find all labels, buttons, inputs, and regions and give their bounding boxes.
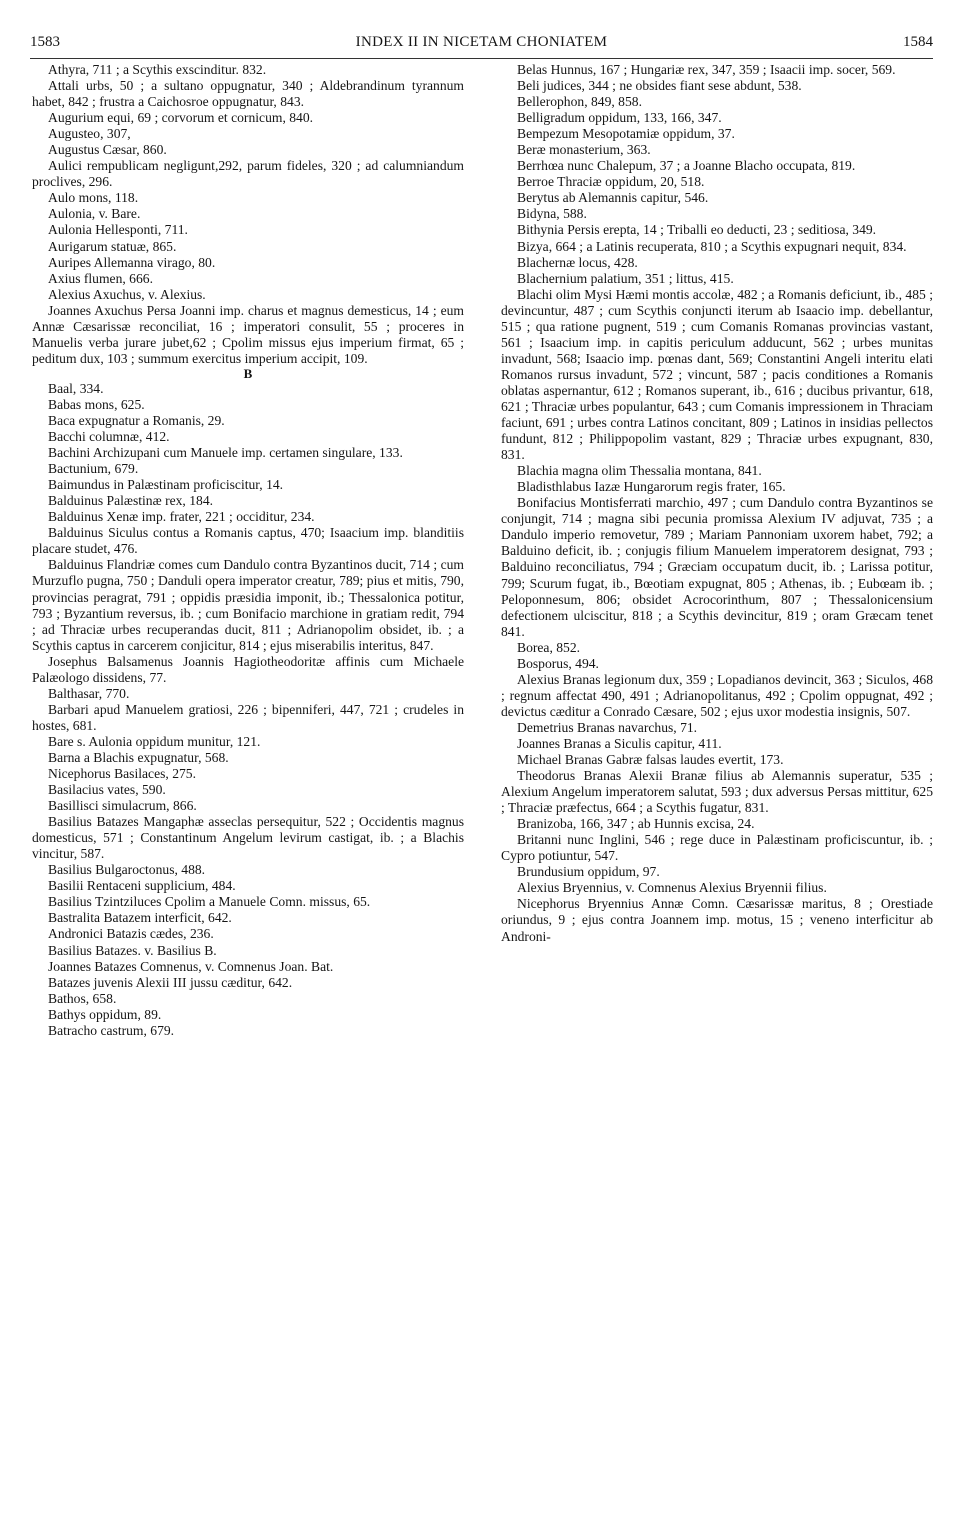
index-entry: Augurium equi, 69 ; corvorum et cornicum, 840.: [48, 110, 314, 126]
index-entry: Bizya, 664 ; a Latinis recuperata, 810 ; a Scythis expugnari nequit, 834.: [517, 238, 907, 254]
index-entry: Blachernæ locus, 428.: [517, 254, 638, 270]
index-entry: Barna a Blachis expugnatur, 568.: [48, 749, 229, 765]
index-column-left: [32, 62, 464, 1039]
index-entry: Balduinus Siculus contus a Romanis captus, 470; Isaacium imp. blanditiis placare studet, 476.: [32, 525, 464, 557]
page-number-right: 1584: [903, 34, 933, 50]
index-entry: Aulonia Hellesponti, 711.: [48, 222, 188, 238]
section-letter: B: [243, 365, 253, 381]
index-entry: Bosporus, 494.: [517, 655, 599, 671]
index-entry: Aulo mons, 118.: [48, 190, 139, 206]
index-entry: Josephus Balsamenus Joannis Hagiotheodoritæ affinis cum Michaele Palæologo dissidens, 77.: [32, 653, 464, 685]
index-entry: Athyra, 711 ; a Scythis exscinditur. 832.: [48, 62, 267, 77]
running-title: INDEX II IN NICETAM CHONIATEM: [355, 34, 608, 50]
index-entry: Berytus ab Alemannis capitur, 546.: [517, 190, 709, 206]
index-entry: Basilius Tzintziluces Cpolim a Manuele Comn. missus, 65.: [48, 894, 371, 910]
index-entry: Basilius Batazes. v. Basilius B.: [48, 942, 217, 958]
header-rule: [30, 58, 933, 59]
index-entry: Bidyna, 588.: [517, 206, 587, 222]
index-entry: Basillisci simulacrum, 866.: [48, 798, 197, 814]
page-header: [30, 34, 933, 56]
page-number-left: 1583: [30, 34, 60, 50]
index-entry: Bactunium, 679.: [48, 461, 139, 477]
index-entry: Attali urbs, 50 ; a sultano oppugnatur, 340 ; Aldebrandinum tyrannum habet, 842 ; frustra a Caichosroe oppugnatur, 843.: [32, 78, 464, 110]
index-entry: Aulonia, v. Bare.: [48, 206, 141, 222]
index-entry: Augustus Cæsar, 860.: [48, 142, 167, 158]
index-entry: Joannes Branas a Siculis capitur, 411.: [517, 735, 722, 751]
index-entry: Baca expugnatur a Romanis, 29.: [48, 412, 225, 428]
index-entry: Blachia magna olim Thessalia montana, 841.: [517, 463, 762, 479]
index-entry: Joannes Batazes Comnenus, v. Comnenus Joan. Bat.: [48, 958, 334, 974]
index-entry: Batazes juvenis Alexii III jussu cæditur, 642.: [48, 974, 293, 990]
index-entry: Berrhœa nunc Chalepum, 37 ; a Joanne Blacho occupata, 819.: [517, 158, 856, 174]
index-entry: Nicephorus Bryennius Annæ Comn. Cæsarissæ maritus, 8 ; Orestiade oriundus, 9 ; ejus contra Joannem imp. motus, 15 ; veneno interficitur ab Androni-: [501, 896, 933, 944]
index-entry: Michael Branas Gabræ falsas laudes evertit, 173.: [517, 752, 784, 768]
index-entry: Nicephorus Basilaces, 275.: [48, 766, 196, 782]
index-entry: Bastralita Batazem interficit, 642.: [48, 910, 232, 926]
index-entry: Bathos, 658.: [48, 990, 117, 1006]
index-entry: Bellerophon, 849, 858.: [517, 94, 642, 110]
index-entry: Batracho castrum, 679.: [48, 1022, 175, 1038]
index-entry: Basilius Bulgaroctonus, 488.: [48, 862, 206, 878]
index-entry: Axius flumen, 666.: [48, 270, 153, 286]
index-entry: Beli judices, 344 ; ne obsides fiant sese abdunt, 538.: [517, 78, 802, 94]
index-entry: Baimundus in Palæstinam proficiscitur, 14.: [48, 477, 284, 493]
index-entry: Brundusium oppidum, 97.: [517, 864, 660, 880]
index-entry: Alexius Axuchus, v. Alexius.: [48, 286, 206, 302]
index-entry: Basilacius vates, 590.: [48, 782, 166, 798]
index-entry: Babas mons, 625.: [48, 396, 145, 412]
index-entry: Berroe Thraciæ oppidum, 20, 518.: [517, 174, 705, 190]
index-entry: Joannes Axuchus Persa Joanni imp. charus et magnus demesticus, 14 ; eum Annæ Cæsarissæ reconciliat, 16 ; imperatori consulit, 55 ; proceres in Manuelis verba jurare jubet,62 ; Cpolim missus ejus imperium firmat, 65 ; peditum dux, 103 ; summum exercitus imperium accipit, 109.: [32, 302, 464, 366]
index-column-right: [501, 62, 933, 945]
index-entry: Branizoba, 166, 347 ; ab Hunnis excisa, 24.: [517, 816, 755, 832]
index-entry: Theodorus Branas Alexii Branæ filius ab Alemannis superatur, 535 ; Alexium Angelum imperatorem salutat, 593 ; dux adversus Persas mittitur, 625 ; Thraciæ præfectus, 664 ; a Scythis fugatur, 831.: [501, 768, 933, 816]
index-entry: Blachernium palatium, 351 ; littus, 415.: [517, 270, 734, 286]
index-entry: Auripes Allemanna virago, 80.: [48, 254, 216, 270]
index-entry: Belas Hunnus, 167 ; Hungariæ rex, 347, 359 ; Isaacii imp. socer, 569.: [517, 62, 896, 77]
index-entry: Alexius Branas legionum dux, 359 ; Lopadianos devincit, 363 ; Siculos, 468 ; regnum affectat 490, 491 ; Adrianopolitanus, 492 ; Cpolim oppugnat, 492 ; devictus cæditur a Conrado Cæsare, 502 ; ejus uxor modestia insignis, 507.: [501, 671, 933, 719]
index-entry: Balthasar, 770.: [48, 685, 130, 701]
index-entry: Bonifacius Montisferrati marchio, 497 ; cum Dandulo contra Byzantinos se conjungit, 714 ; magna sibi pecunia promissa Alexium IV adjuvat, 735 ; a Dandulo imperio removetur, 789 ; Mariam Pannoniam uxorem habet, 792; a Balduino deficit, ib. ; conjugis filium Manuelem imperatorem designat, 793 ; Balduino reconciliatus, 794 ; Græciam occupatum ducit, ib. ; Larissa potitur, 799; Scurum fugat, ib., Bœotiam expugnat, 805 ; Athenas, ib. ; Eubœam ib. ; Peloponnesum, 806; obsidet Acrocorinthum, 807 ; Thessalonicensium defectionem ulciscitur, 818 ; a Scythis devincitur, 819 ; oram Græcam tenet 841.: [501, 495, 933, 639]
index-entry: Basilii Rentaceni supplicium, 484.: [48, 878, 236, 894]
index-entry: Balduinus Xenæ imp. frater, 221 ; occiditur, 234.: [48, 509, 315, 525]
index-entry: Demetrius Branas navarchus, 71.: [517, 719, 698, 735]
index-entry: Belligradum oppidum, 133, 166, 347.: [517, 110, 722, 126]
index-entry: Balduinus Palæstinæ rex, 184.: [48, 493, 214, 509]
index-entry: Bachini Archizupani cum Manuele imp. certamen singulare, 133.: [48, 445, 403, 461]
index-entry: Beræ monasterium, 363.: [517, 142, 651, 158]
index-entry: Andronici Batazis cædes, 236.: [48, 926, 214, 942]
index-entry: Bathys oppidum, 89.: [48, 1006, 162, 1022]
index-entry: Blachi olim Mysi Hæmi montis accolæ, 482 ; a Romanis deficiunt, ib., 485 ; devincuntur, 487 ; cum Scythis conjuncti iterum ab Isaacio imp. debellantur, 515 ; qua ratione pugnent, 519 ; cum Comanis Romanas provincias vastant, 561 ; Isaacium imp. in capitis periculum adducunt, 562 ; urbes munitas invadunt, 568; Isaacio imp. pœnas dant, 569; Constantini Angeli interitu elati Romanos rursus invadunt, 572 ; vincunt, 587 ; pacis conditiones a Romanis oblatas aspernantur, 612 ; Romanos superant, ib., 616 ; ducibus privantur, 618, 621 ; Thraciæ urbes populantur, 643 ; cum Comanis impressionem in Thraciam faciunt, 691 ; urbes contra Latinos concitant, 809 ; Latinos in insidias pellectos fundunt, 812 ; Philippopolim vastant, 829 ; Thraciæ urbes expugnant, 830, 831.: [501, 286, 933, 463]
index-entry: Bacchi columnæ, 412.: [48, 429, 170, 445]
index-entry: Bare s. Aulonia oppidum munitur, 121.: [48, 733, 261, 749]
index-entry: Britanni nunc Inglini, 546 ; rege duce in Palæstinam proficiscuntur, ib. ; Cypro potiuntur, 547.: [501, 832, 933, 864]
index-entry: Aurigarum statuæ, 865.: [48, 238, 177, 254]
index-entry: Bempezum Mesopotamiæ oppidum, 37.: [517, 126, 735, 142]
index-entry: Basilius Batazes Mangaphæ asseclas persequitur, 522 ; Occidentis magnus domesticus, 571 ; Constantinum Angelum levirum castigat, ib. ; a Blachis vincitur, 587.: [32, 814, 464, 862]
index-entry: Borea, 852.: [517, 639, 581, 655]
index-entry: Barbari apud Manuelem gratiosi, 226 ; bipenniferi, 447, 721 ; crudeles in hostes, 681.: [32, 701, 464, 733]
index-entry: Balduinus Flandriæ comes cum Dandulo contra Byzantinos ducit, 714 ; cum Murzuflo pugna, 750 ; Danduli opera imperator creatur, 789; pius et mitis, 790, provincias peragrat, 791 ; oppidis præsidia imponit, ib.; Thessalonica potitur, 793 ; Byzantium reversus, ib. ; cum Bonifacio marchione in gratiam redit, 794 ; ad Thraciæ urbes recuperandas ducit, 811 ; Adrianopolim obsidet, ib. ; a Scythis captus in carcerem conjicitur, 814 ; ejus miserabilis interitus, 847.: [32, 557, 464, 653]
index-entry: Augusteo, 307,: [48, 126, 131, 142]
index-entry: Aulici rempublicam negligunt,292, parum fideles, 320 ; ad calumniandum proclives, 296.: [32, 158, 464, 190]
index-entry: Bladisthlabus Iazæ Hungarorum regis frater, 165.: [517, 479, 786, 495]
index-entry: Bithynia Persis erepta, 14 ; Triballi eo deducti, 23 ; seditiosa, 349.: [517, 222, 877, 238]
index-entry: Baal, 334.: [48, 380, 104, 396]
index-entry: Alexius Bryennius, v. Comnenus Alexius Bryennii filius.: [517, 880, 827, 896]
